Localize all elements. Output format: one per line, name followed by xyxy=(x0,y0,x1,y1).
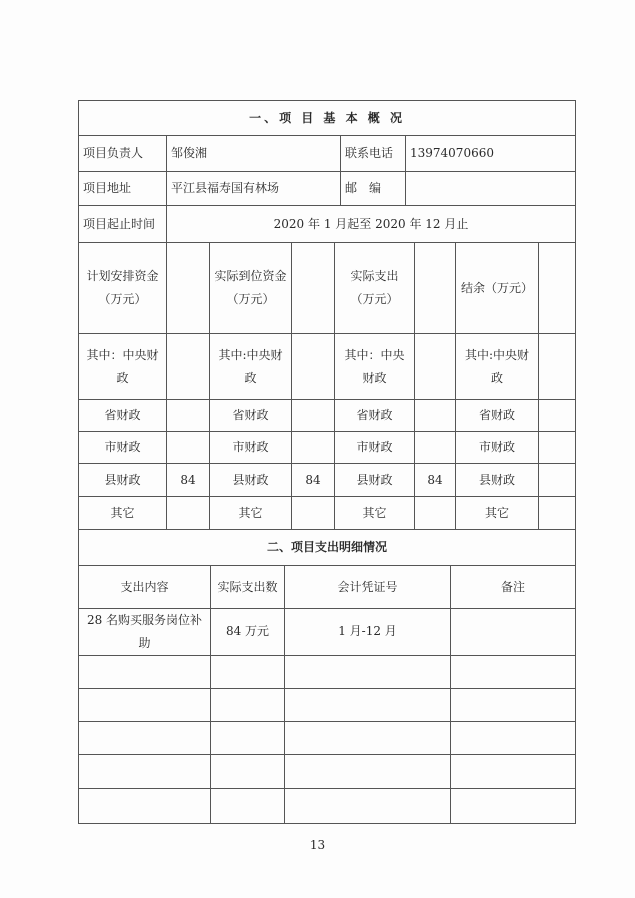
funds-label: 市财政 xyxy=(456,432,539,464)
cell: 28 名购买服务岗位补助 xyxy=(79,609,211,656)
funds-header: 实际到位资金（万元） xyxy=(210,243,292,334)
funds-label: 省财政 xyxy=(210,400,292,432)
table-row xyxy=(79,721,576,754)
funds-value xyxy=(415,334,456,400)
funds-header: 结余（万元） xyxy=(456,243,539,334)
funds-header: 实际支出（万元） xyxy=(335,243,415,334)
funds-value xyxy=(539,400,576,432)
detail-header: 会计凭证号 xyxy=(285,566,451,609)
cell xyxy=(451,609,576,656)
funds-label: 省财政 xyxy=(456,400,539,432)
funds-label: 省财政 xyxy=(335,400,415,432)
funds-value xyxy=(415,432,456,464)
funds-value xyxy=(292,334,335,400)
period-value: 2020 年 1 月起至 2020 年 12 月止 xyxy=(167,206,576,243)
funds-label: 其中:中央财政 xyxy=(210,334,292,400)
postcode-label: 邮 编 xyxy=(341,172,406,206)
funds-label: 其中：中央财政 xyxy=(335,334,415,400)
postcode-value xyxy=(406,172,576,206)
funds-value xyxy=(539,432,576,464)
leader-label: 项目负责人 xyxy=(79,136,167,172)
funds-label: 市财政 xyxy=(79,432,167,464)
table-row xyxy=(79,655,576,688)
funds-value xyxy=(539,464,576,497)
basic-info-table xyxy=(78,100,576,243)
funds-value xyxy=(292,400,335,432)
table-row xyxy=(79,754,576,788)
expense-detail-table xyxy=(78,529,576,824)
funds-label: 其它 xyxy=(456,497,539,530)
section1-title: 一、项 目 基 本 概 况 xyxy=(79,101,576,136)
section2-title: 二、项目支出明细情况 xyxy=(79,530,576,566)
funds-value xyxy=(167,334,210,400)
funds-header: 计划安排资金（万元） xyxy=(79,243,167,334)
funds-label: 市财政 xyxy=(210,432,292,464)
period-label: 项目起止时间 xyxy=(79,206,167,243)
detail-header: 备注 xyxy=(451,566,576,609)
funds-value xyxy=(167,432,210,464)
phone-label: 联系电话 xyxy=(341,136,406,172)
funds-label: 其它 xyxy=(335,497,415,530)
funds-label: 其它 xyxy=(79,497,167,530)
detail-header: 实际支出数 xyxy=(211,566,285,609)
phone-value: 13974070660 xyxy=(406,136,576,172)
funds-table xyxy=(78,242,576,530)
funds-label: 市财政 xyxy=(335,432,415,464)
funds-value: 84 xyxy=(167,464,210,497)
funds-label: 县财政 xyxy=(79,464,167,497)
address-label: 项目地址 xyxy=(79,172,167,206)
table-row xyxy=(79,609,576,656)
funds-value: 84 xyxy=(292,464,335,497)
funds-label: 县财政 xyxy=(210,464,292,497)
funds-label: 县财政 xyxy=(335,464,415,497)
funds-value xyxy=(539,497,576,530)
funds-value xyxy=(167,497,210,530)
funds-value xyxy=(292,497,335,530)
address-value: 平江县福寿国有林场 xyxy=(167,172,341,206)
funds-label: 县财政 xyxy=(456,464,539,497)
funds-label: 省财政 xyxy=(79,400,167,432)
funds-label: 其中：中央财政 xyxy=(79,334,167,400)
leader-value: 邹俊湘 xyxy=(167,136,341,172)
funds-value xyxy=(292,432,335,464)
funds-value: 84 xyxy=(415,464,456,497)
cell: 84 万元 xyxy=(211,609,285,656)
funds-value xyxy=(539,334,576,400)
funds-value xyxy=(415,497,456,530)
funds-label: 其中:中央财政 xyxy=(456,334,539,400)
cell: 1 月-12 月 xyxy=(285,609,451,656)
detail-header: 支出内容 xyxy=(79,566,211,609)
page-number: 13 xyxy=(309,838,326,852)
funds-value xyxy=(415,400,456,432)
table-row xyxy=(79,788,576,823)
table-row xyxy=(79,688,576,721)
funds-label: 其它 xyxy=(210,497,292,530)
funds-value xyxy=(167,400,210,432)
